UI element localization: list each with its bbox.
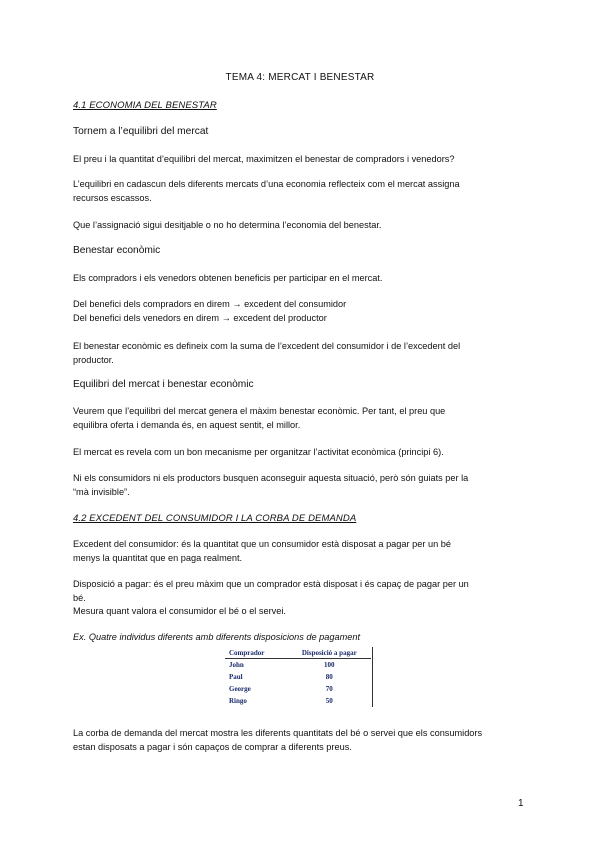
section-heading-1: 4.1 ECONOMIA DEL BENESTAR — [73, 100, 217, 111]
paragraph-maxim-benestar — [73, 405, 533, 432]
paragraph-line: La corba de demanda del mercat mostra les diferents quantitats del bé o servei que els consumidors — [73, 728, 483, 738]
paragraph-equilibri — [73, 178, 533, 205]
paragraph-line: Del benefici dels compradors en direm → excedent del consumidor — [73, 299, 347, 309]
paragraph-assignacio: Que l’assignació sigui desitjable o no ho determina l’economia del benestar. — [73, 220, 382, 230]
paragraph-mecanisme: El mercat es revela com un bon mecanisme per organitzar l’activitat econòmica (principi 6). — [73, 447, 444, 457]
paragraph-question: El preu i la quantitat d’equilibri del mercat, maximitzen el benestar de compradors i venedors? — [73, 154, 455, 164]
table-row — [225, 659, 371, 672]
paragraph-intro: Tornem a l’equilibri del mercat — [73, 126, 209, 137]
paragraph-line: productor. — [73, 354, 114, 365]
table-header-cell: Comprador — [225, 648, 284, 659]
section-heading-2: 4.2 EXCEDENT DEL CONSUMIDOR I LA CORBA DE DEMANDA — [73, 513, 357, 524]
table-cell-value: 80 — [325, 673, 333, 682]
willingness-table — [225, 648, 371, 707]
paragraph-ma-invisible — [73, 472, 533, 499]
page-number: 1 — [518, 798, 524, 809]
table-cell-value: 70 — [325, 685, 333, 693]
example-caption: Ex. Quatre individus diferents amb diferents disposicions de pagament — [73, 632, 361, 642]
table-row — [225, 695, 371, 707]
table-header-cell: Disposició a pagar — [284, 648, 371, 659]
paragraph-beneficis: Els compradors i els venedors obtenen beneficis per participar en el mercat. — [73, 273, 383, 283]
paragraph-excedents — [73, 298, 533, 325]
subheading-benestar: Benestar econòmic — [73, 245, 161, 256]
paragraph-line: equilibra oferta i demanda és, en aquest sentit, el millor. — [73, 419, 301, 430]
paragraph-corba-demanda — [73, 727, 533, 754]
paragraph-line: Del benefici dels venedors en direm → excedent del productor — [73, 312, 327, 323]
table-cell-name: John — [229, 661, 244, 670]
paragraph-line: Excedent del consumidor: és la quantitat que un consumidor està disposat a pagar per un bé — [73, 539, 451, 549]
table-cell-name: Paul — [229, 673, 243, 682]
paragraph-line: “mà invisible”. — [73, 486, 130, 497]
paragraph-disposicio — [73, 578, 533, 619]
paragraph-line: Veurem que l’equilibri del mercat genera el màxim benestar econòmic. Per tant, el preu que — [73, 406, 446, 416]
document-title: TEMA 4: MERCAT I BENESTAR — [225, 72, 375, 83]
paragraph-line: L’equilibri en cadascun dels diferents mercats d’una economia reflecteix com el mercat assigna — [73, 179, 460, 189]
paragraph-line: estan disposats a pagar i són capaços de comprar a diferents preus. — [73, 741, 352, 752]
paragraph-line: Ni els consumidors ni els productors busquen aconseguir aquesta situació, però són guiats per la — [73, 473, 469, 483]
table-row — [225, 671, 371, 683]
paragraph-line: Mesura quant valora el consumidor el bé o el servei. — [73, 606, 286, 616]
paragraph-line: El benestar econòmic es defineix com la suma de l’excedent del consumidor i de l’excedent del — [73, 341, 461, 351]
table-cell-value: 50 — [325, 697, 333, 705]
table-row — [225, 683, 371, 695]
table-cell-name: George — [229, 685, 251, 693]
paragraph-definicio-benestar — [73, 340, 533, 367]
paragraph-line: recursos escassos. — [73, 192, 152, 203]
paragraph-line: Disposició a pagar: és el preu màxim que un comprador està disposat i és capaç de pagar per un — [73, 579, 469, 589]
paragraph-excedent-consumidor — [73, 538, 533, 565]
table-header-row — [225, 648, 371, 659]
table-cell-value: 100 — [324, 661, 335, 670]
subheading-equilibri: Equilibri del mercat i benestar econòmic — [73, 379, 254, 390]
paragraph-line: bé. — [73, 592, 86, 603]
table-cell-name: Ringo — [229, 697, 247, 705]
paragraph-line: menys la quantitat que en paga realment. — [73, 552, 243, 563]
